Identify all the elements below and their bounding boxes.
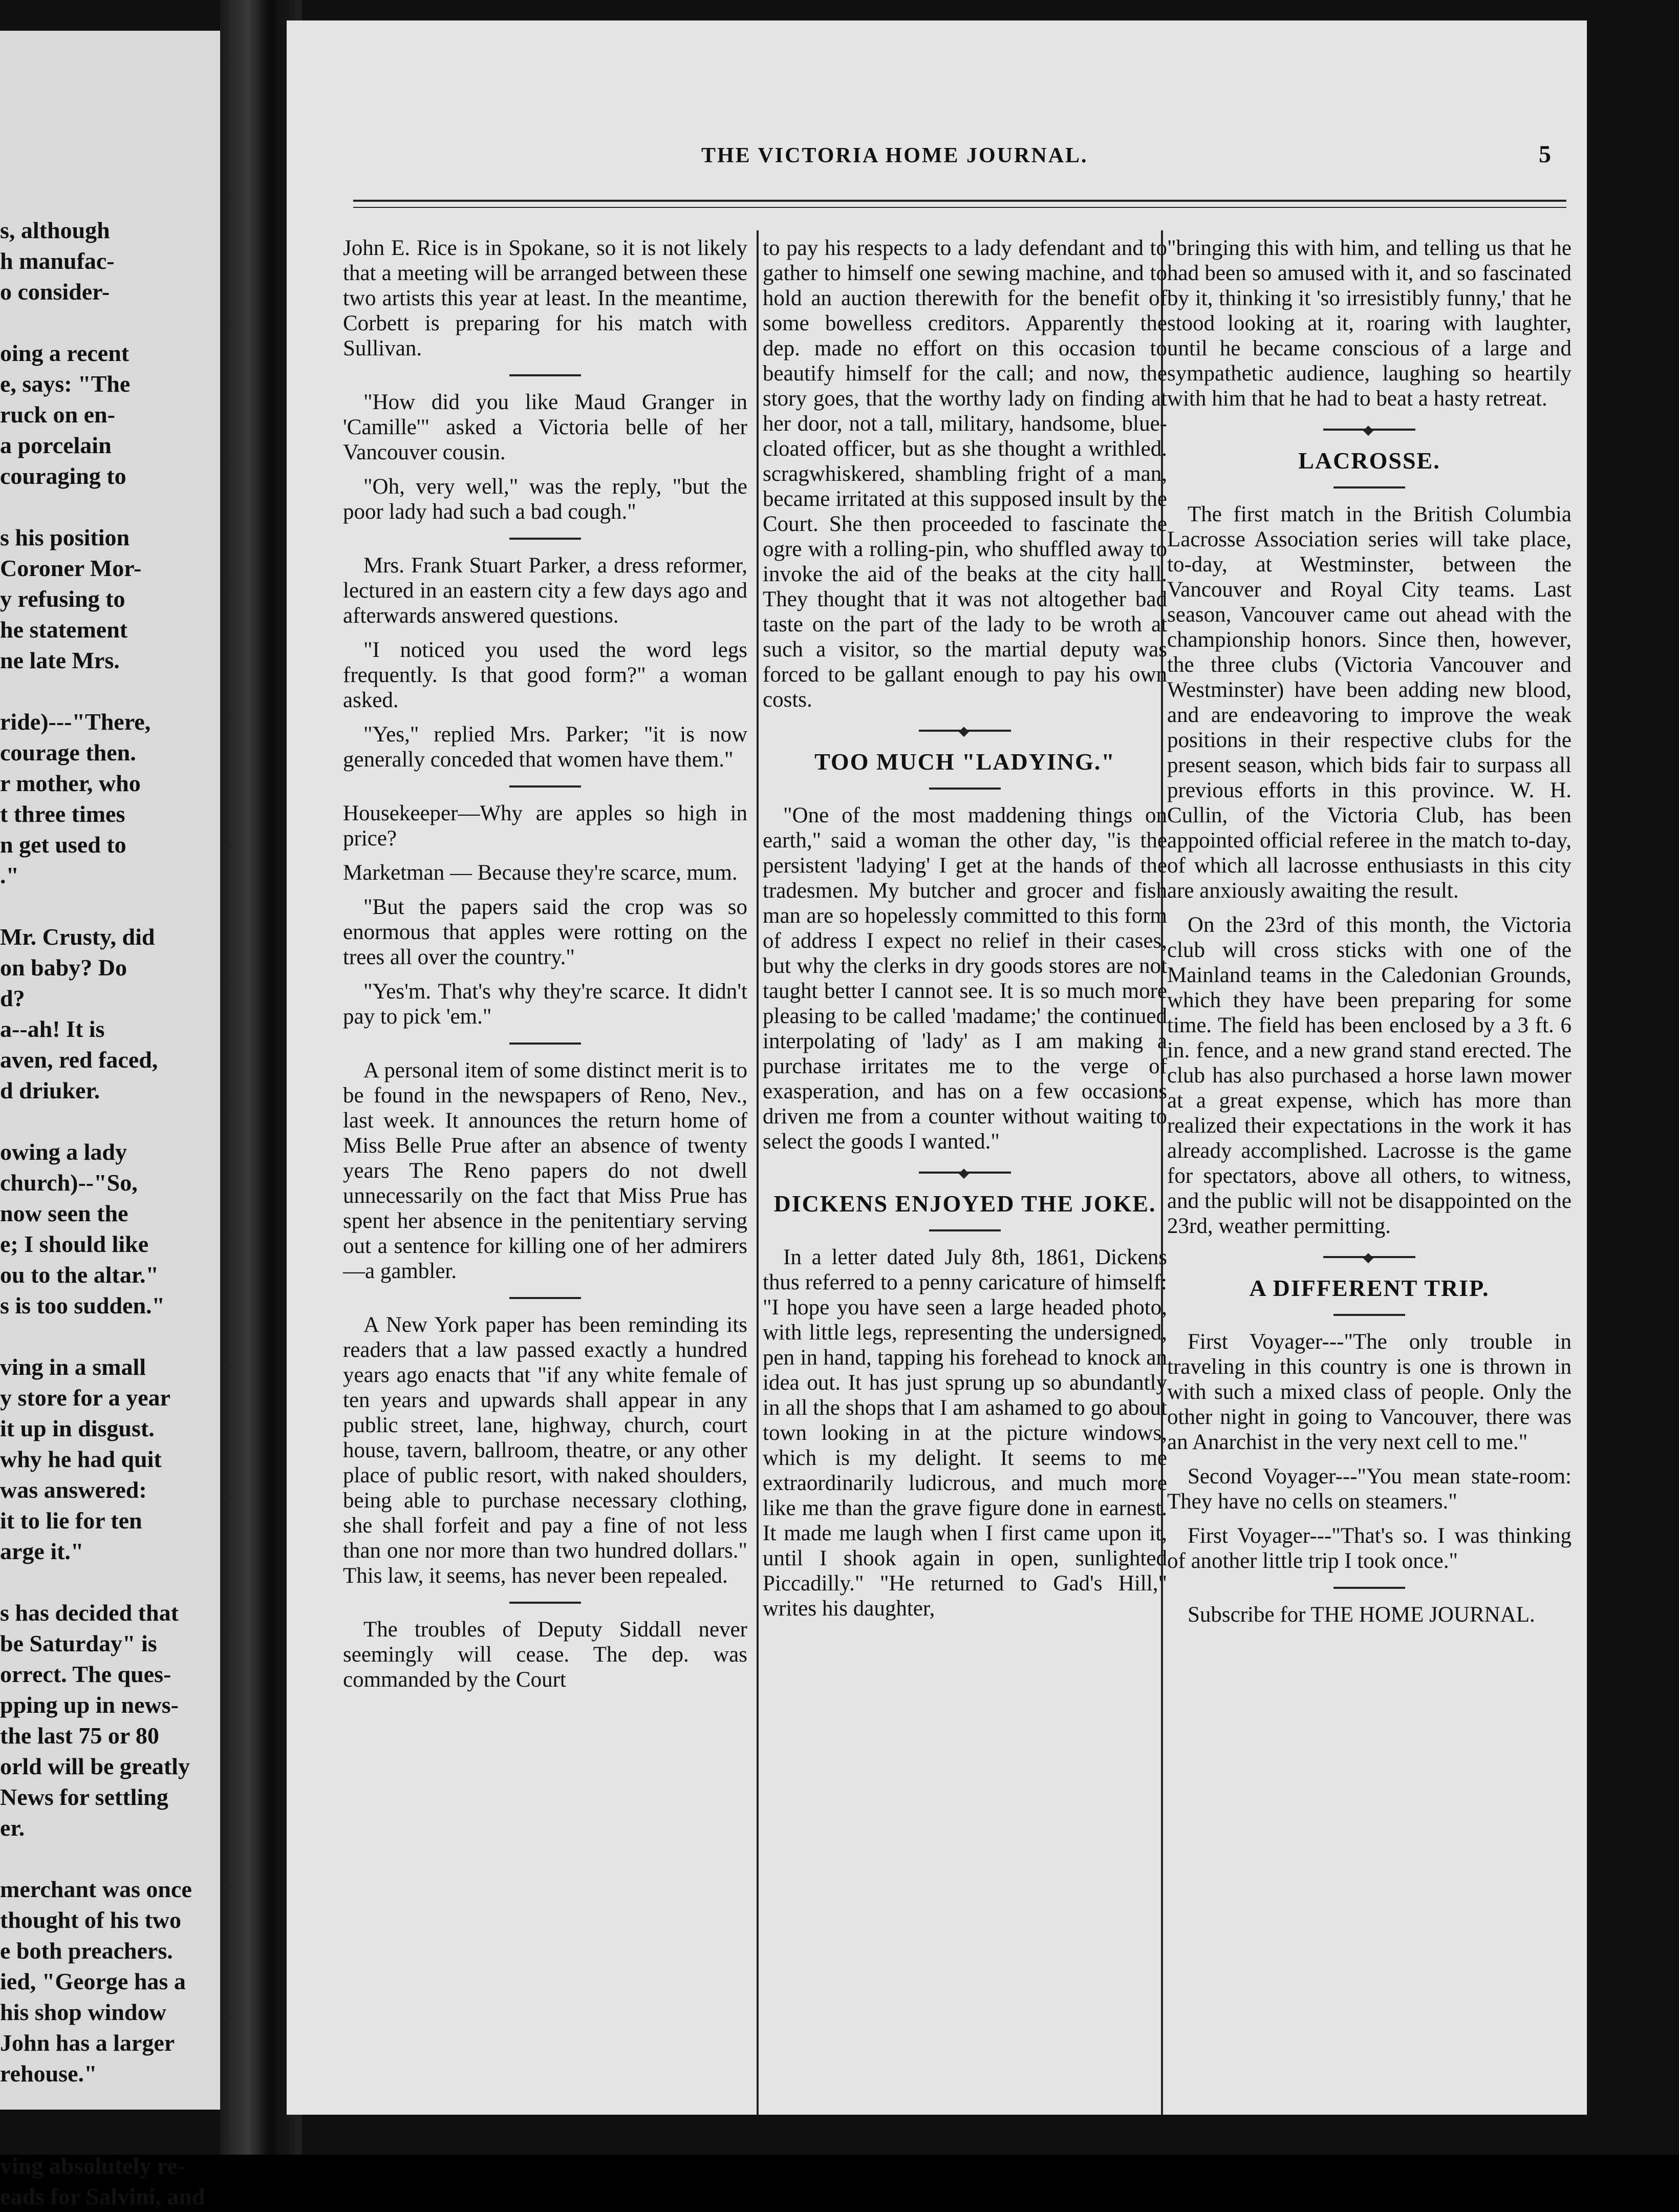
fragment-line: ." xyxy=(0,862,19,888)
fragment-line: it to lie for ten xyxy=(0,1507,142,1534)
fragment-line: aven, red faced, xyxy=(0,1047,158,1073)
fragment-gap xyxy=(0,676,215,707)
fragment-gap xyxy=(0,492,215,522)
article-paragraph: "One of the most maddening things on earth," said a woman the other day, "is the persistent 'ladying' I get at the hands of the tradesmen. My butcher and grocer and fish man are so hopelessly committed to this form of address I expect no relief in their cases, but why the clerks in dry goods stores are not taught better I cannot see. It is so much more pleasing to be called 'madame;' the continued interpolating of 'lady' as I am making a purchase irritates me to the verge of exasperation, and has on a few occasions driven me from a counter without waiting to select the goods I wanted." xyxy=(763,803,1167,1154)
fragment-line: s, although xyxy=(0,217,110,243)
article-paragraph: John E. Rice is in Spokane, so it is not likely that a meeting will be arranged between these two artists this year at least. In the meantime, Corbett is preparing for his match with Sullivan. xyxy=(343,236,747,360)
section-rule xyxy=(509,1043,581,1045)
subscribe-line: Subscribe for THE HOME JOURNAL. xyxy=(1188,1603,1535,1627)
fragment-line: he statement xyxy=(0,616,128,643)
article-paragraph: First Voyager---"That's so. I was thinking of another little trip I took once." xyxy=(1167,1524,1572,1573)
fragment-line: News for settling xyxy=(0,1784,168,1810)
fragment-line: n get used to xyxy=(0,832,126,858)
fragment-line: arge it." xyxy=(0,1538,84,1564)
section-rule xyxy=(929,788,1001,790)
page-header xyxy=(353,143,1572,179)
article-heading: DICKENS ENJOYED THE JOKE. xyxy=(773,1190,1156,1217)
ornament-divider xyxy=(1167,1252,1572,1262)
fragment-line: s is too sudden." xyxy=(0,1292,165,1318)
fragment-line: er. xyxy=(0,1815,25,1841)
fragment-line: pping up in news- xyxy=(0,1692,179,1718)
fragment-line: e both preachers. xyxy=(0,1938,173,1964)
newspaper-title: THE VICTORIA HOME JOURNAL. xyxy=(701,144,1088,167)
ornament-divider xyxy=(1167,424,1572,435)
section-rule xyxy=(509,785,581,788)
article-heading: LACROSSE. xyxy=(1298,448,1440,474)
fragment-line: why he had quit xyxy=(0,1446,162,1472)
ornament-divider xyxy=(763,1167,1167,1178)
fragment-line: merchant was once xyxy=(0,1876,192,1902)
article-paragraph: "How did you like Maud Granger in 'Camille'" asked a Victoria belle of her Vancouver cousin. xyxy=(343,390,747,464)
fragment-line: orld will be greatly xyxy=(0,1753,190,1779)
article-paragraph: A personal item of some distinct merit is to be found in the newspapers of Reno, Nev., last week. It announces the return home of Miss Belle Prue after an absence of twenty years The Reno papers do not dwell unnecessarily on the fact that Miss Prue has spent her absence in the penitentiary serving out a sentence for killing one of her admirers—a gambler. xyxy=(343,1058,747,1283)
fragment-gap xyxy=(0,1321,215,1352)
fragment-line: on baby? Do xyxy=(0,954,127,981)
fragment-gap xyxy=(0,1567,215,1598)
article-paragraph: "Oh, very well," was the reply, "but the poor lady had such a bad cough." xyxy=(343,475,747,524)
section-rule xyxy=(929,1229,1001,1231)
left-page-fragment xyxy=(0,31,230,2209)
article-paragraph: On the 23rd of this month, the Victoria club will cross sticks with one of the Mainland teams in the Caledonian Grounds, which they have been preparing for some time. The field has been enclosed by a 3 ft. 6 in. fence, and a new grand stand erected. The club has also purchased a horse lawn mower at a great expense, which has more than realized their expectations in the work it has already accomplished. Lacrosse is the game for spectators, above all others, to witness, and the public will not be disappointed on the 23rd, weather permitting. xyxy=(1167,913,1572,1238)
fragment-line: courage then. xyxy=(0,739,136,765)
fragment-line: his shop window xyxy=(0,1999,166,2025)
fragment-line: the last 75 or 80 xyxy=(0,1722,159,1749)
fragment-line: a--ah! It is xyxy=(0,1016,105,1042)
article-heading: A DIFFERENT TRIP. xyxy=(1249,1275,1490,1301)
section-rule xyxy=(509,1602,581,1604)
fragment-line: d? xyxy=(0,985,25,1011)
fragment-line: Coroner Mor- xyxy=(0,555,142,581)
fragment-line: ruck on en- xyxy=(0,401,115,428)
fragment-line: r mother, who xyxy=(0,770,141,796)
column-3 xyxy=(1167,236,1572,1636)
article-paragraph: The troubles of Deputy Siddall never seemingly will cease. The dep. was commanded by the Court xyxy=(343,1618,747,1692)
fragment-line: eads for Salvini, and xyxy=(0,2183,205,2209)
fragment-line: couraging to xyxy=(0,463,126,489)
article-paragraph: Marketman — Because they're scarce, mum. xyxy=(343,861,738,885)
fragment-line: was answered: xyxy=(0,1477,147,1503)
header-rule xyxy=(353,200,1566,208)
article-paragraph: to pay his respects to a lady defendant and to gather to himself one sewing machine, and to hold an auction therewith for the benefit of some bowelless creditors. Apparently the dep. made no effort on this occasion to beautify himself for the call; and now, the story goes, that the worthy lady on finding at her door, not a tall, military, handsome, blue-cloated officer, but as she thought a writhled. scragwhiskered, shambling fright of a man, became irritated at this supposed insult by the Court. She then proceeded to fascinate the ogre with a rolling-pin, who shuffled away to invoke the aid of the beaks at the city hall. They thought that it was not altogether bad taste on the part of the lady to be wroth at such a visitor, so the martial deputy was forced to be gallant enough to pay his own costs. xyxy=(763,236,1167,712)
section-rule xyxy=(1333,1314,1405,1316)
page-number: 5 xyxy=(1539,141,1551,168)
fragment-gap xyxy=(0,891,215,922)
fragment-line: a porcelain xyxy=(0,432,112,458)
article-paragraph: Second Voyager---"You mean state-room: They have no cells on steamers." xyxy=(1167,1464,1572,1514)
fragment-line: it up in disgust. xyxy=(0,1415,155,1441)
section-rule xyxy=(509,538,581,540)
fragment-line: ving absolutely re- xyxy=(0,2153,186,2179)
article-paragraph: "bringing this with him, and telling us that he had been so amused with it, and so fascinated by it, thinking it 'so irresistibly funny,' that he stood looking at it, roaring with laughter, until he became conscious of a large and sympathetic audience, laughing so heartily with him that he had to beat a hasty retreat. xyxy=(1167,236,1572,411)
fragment-line: now seen the xyxy=(0,1200,128,1226)
fragment-line: ride)---"There, xyxy=(0,709,151,735)
fragment-line: o consider- xyxy=(0,279,110,305)
fragment-line: ou to the altar." xyxy=(0,1262,159,1288)
fragment-line: e, says: "The xyxy=(0,371,131,397)
article-paragraph: "Yes," replied Mrs. Parker; "it is now generally conceded that women have them." xyxy=(343,722,747,772)
article-paragraph: "But the papers said the crop was so enormous that apples were rotting on the trees all over the country." xyxy=(343,895,747,969)
fragment-line: owing a lady xyxy=(0,1139,127,1165)
article-paragraph: "I noticed you used the word legs frequently. Is that good form?" a woman asked. xyxy=(343,638,747,712)
fragment-line: h manufac- xyxy=(0,248,115,274)
column-1 xyxy=(343,236,747,1701)
fragment-line: ving in a small xyxy=(0,1354,146,1380)
fragment-line: John has a larger xyxy=(0,2030,175,2056)
fragment-line: d driuker. xyxy=(0,1077,100,1103)
article-paragraph: Mrs. Frank Stuart Parker, a dress reformer, lectured in an eastern city a few days ago and afterwards answered questions. xyxy=(343,554,747,628)
fragment-line: y store for a year xyxy=(0,1385,170,1411)
section-rule xyxy=(509,374,581,376)
fragment-line: thought of his two xyxy=(0,1907,182,1933)
column-divider xyxy=(757,230,759,2115)
article-heading: TOO MUCH "LADYING." xyxy=(814,749,1115,775)
fragment-line: t three times xyxy=(0,801,125,827)
fragment-line: y refusing to xyxy=(0,586,125,612)
article-paragraph: A New York paper has been reminding its readers that a law passed exactly a hundred years ago enacts that "if any white female of ten years and upwards shall appear in any public street, lane, highway, church, court house, tavern, ballroom, theatre, or any other place of public resort, with naked shoulders, being able to purchase necessary clothing, she shall forfeit and pay a fine of not less than one nor more than two hundred dollars." This law, it seems, has never been repealed. xyxy=(343,1313,747,1588)
fragment-line: ied, "George has a xyxy=(0,1968,186,1994)
fragment-line: ne late Mrs. xyxy=(0,647,120,673)
fragment-line: oing a recent xyxy=(0,340,130,366)
fragment-gap xyxy=(0,307,215,338)
section-rule xyxy=(1333,486,1405,488)
fragment-line: s has decided that xyxy=(0,1600,179,1626)
fragment-gap xyxy=(0,1106,215,1137)
fragment-line: church)--"So, xyxy=(0,1169,138,1196)
right-page xyxy=(287,20,1587,2115)
fragment-line: : Lyons is in New xyxy=(0,2122,171,2148)
fragment-line: Mr. Crusty, did xyxy=(0,924,155,950)
fragment-gap xyxy=(0,2089,215,2120)
fragment-line: orrect. The ques- xyxy=(0,1661,171,1687)
section-rule xyxy=(509,1297,581,1299)
fragment-line: be Saturday" is xyxy=(0,1630,157,1656)
fragment-line: rehouse." xyxy=(0,2060,97,2087)
ornament-divider xyxy=(763,726,1167,736)
article-paragraph: "Yes'm. That's why they're scarce. It didn't pay to pick 'em." xyxy=(343,980,747,1029)
fragment-line: s his position xyxy=(0,524,130,550)
article-paragraph: Housekeeper—Why are apples so high in price? xyxy=(343,801,747,850)
fragment-gap xyxy=(0,1843,215,1874)
article-paragraph: In a letter dated July 8th, 1861, Dickens thus referred to a penny caricature of himself: "I hope you have seen a large headed photo, with little legs, representing the undersigned, pen in hand, tapping his forehead to knock an idea out. It has just sprung up so abundantly in all the shops that I am ashamed to go about town looking in at the picture windows, which is my delight. It seems to me extraordinarily ludicrous, and much more like me than the grave figure done in earnest. It made me laugh when I first came upon it, until I shook again in open, sunlighted Piccadilly." "He returned to Gad's Hill," writes his daughter, xyxy=(763,1245,1167,1621)
article-paragraph: The first match in the British Columbia Lacrosse Association series will take place, to-day, at Westminster, between the Vancouver and Royal City teams. Last season, Vancouver came out ahead with the championship honors. Since then, however, the three clubs (Victoria Vancouver and Westminster) have been adding new blood, and are endeavoring to improve the weak positions in their respective clubs for the present season, which bids fair to surpass all previous efforts in this province. W. H. Cullin, of the Victoria Club, has been appointed official referee in the match to-day, of which all lacrosse enthusiasts in this city are anxiously awaiting the result. xyxy=(1167,502,1572,903)
fragment-line: e; I should like xyxy=(0,1231,149,1257)
section-rule xyxy=(1333,1587,1405,1589)
article-paragraph: First Voyager---"The only trouble in traveling in this country is one is thrown in with such a mixed class of people. Only the other night in going to Vancouver, there was an Anarchist in the very next cell to me." xyxy=(1167,1330,1572,1454)
column-2 xyxy=(763,236,1167,1630)
left-column-fragments xyxy=(0,215,215,2212)
